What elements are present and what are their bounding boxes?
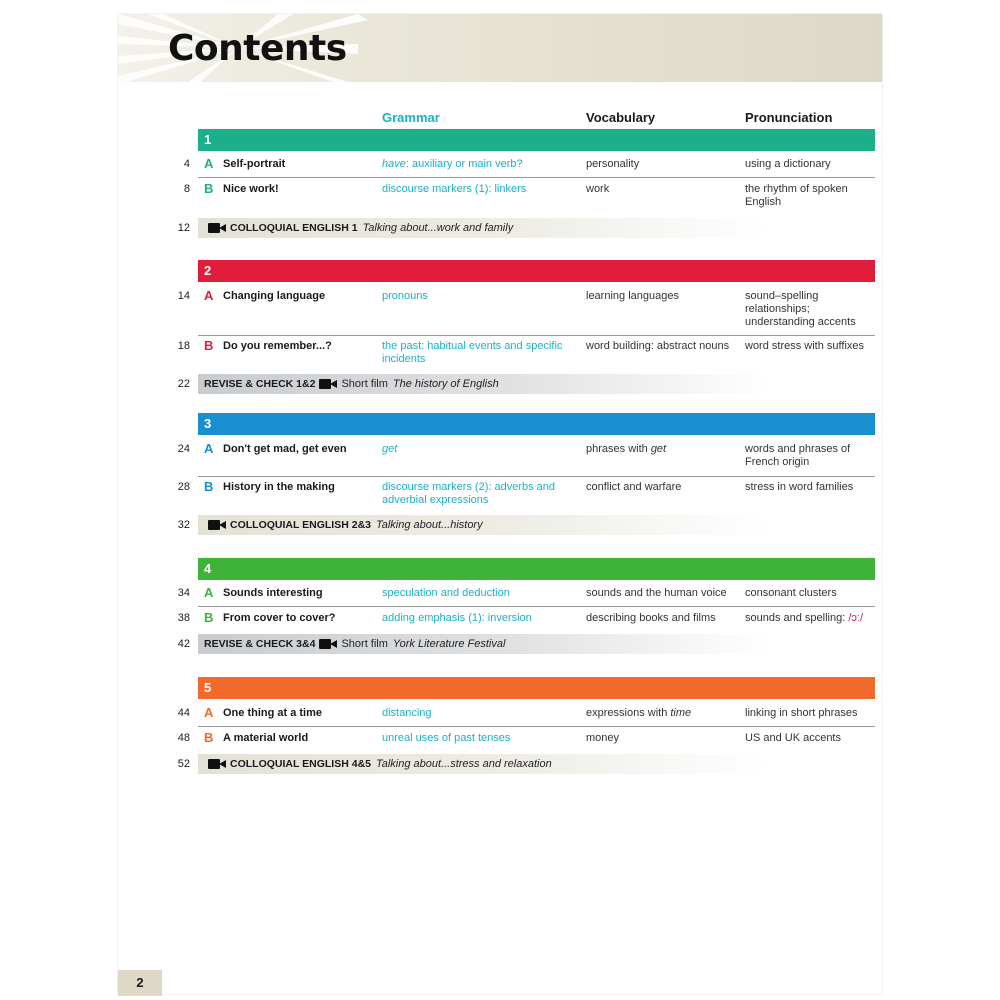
lesson-vocabulary: money — [586, 732, 620, 744]
unit-bar-5 — [198, 677, 875, 699]
lesson-title: Self-portrait — [223, 158, 286, 170]
unit-bar-2 — [198, 260, 875, 282]
page-ref: 4 — [183, 158, 190, 170]
lesson-letter: A — [204, 441, 214, 456]
column-header-vocabulary: Vocabulary — [586, 110, 656, 125]
page-ref: 22 — [177, 378, 190, 390]
strip-subtitle: Talking about...history — [376, 519, 483, 531]
page-ref: 44 — [177, 707, 190, 719]
colloquial-english-strip[interactable] — [198, 218, 768, 238]
page-ref: 18 — [177, 340, 190, 352]
page-ref: 24 — [177, 443, 190, 455]
page-ref: 32 — [177, 519, 190, 531]
row-divider — [198, 476, 875, 477]
lesson-vocabulary: work — [586, 183, 610, 195]
lesson-letter: B — [204, 479, 214, 494]
page-ref: 28 — [177, 481, 190, 493]
lesson-vocabulary: word building: abstract nouns — [586, 340, 730, 352]
lesson-pronunciation: using a dictionary — [745, 158, 831, 170]
lesson-vocabulary: conflict and warfare — [586, 481, 682, 493]
page-ref: 12 — [177, 222, 190, 234]
page-ref: 52 — [177, 758, 190, 770]
video-camera-icon — [208, 520, 226, 530]
unit-bar-3 — [198, 413, 875, 435]
lesson-grammar: the past: habitual events and specific incidents — [382, 340, 563, 365]
unit-number: 5 — [204, 680, 212, 695]
lesson-letter: B — [204, 610, 214, 625]
lesson-vocabulary: describing books and films — [586, 612, 716, 624]
video-camera-icon — [208, 223, 226, 233]
strip-subtitle: Talking about...work and family — [362, 222, 514, 234]
strip-subtitle: Talking about...stress and relaxation — [376, 758, 552, 770]
row-divider — [198, 177, 875, 178]
lesson-grammar: speculation and deduction — [382, 587, 510, 599]
page-ref: 14 — [177, 290, 190, 302]
lesson-title: A material world — [223, 732, 309, 744]
lesson-title: History in the making — [223, 481, 335, 493]
lesson-title: From cover to cover? — [223, 612, 336, 624]
page-number: 2 — [118, 970, 162, 996]
video-camera-icon — [319, 639, 337, 649]
strip-subtitle: York Literature Festival — [392, 638, 506, 650]
strip-label: REVISE & CHECK 3&4 — [204, 638, 316, 650]
lesson-letter: B — [204, 730, 214, 745]
strip-label: COLLOQUIAL ENGLISH 1 — [230, 222, 358, 234]
video-camera-icon — [319, 379, 337, 389]
lesson-vocabulary: sounds and the human voice — [586, 587, 727, 599]
page-ref: 48 — [177, 732, 190, 744]
strip-subtitle: The history of English — [392, 378, 499, 390]
lesson-grammar: distancing — [382, 707, 432, 719]
lesson-title: Changing language — [223, 290, 326, 302]
lesson-title: Sounds interesting — [223, 587, 323, 599]
page-title: Contents — [168, 28, 347, 69]
lesson-vocabulary: expressions with time — [586, 707, 692, 719]
lesson-title: Don't get mad, get even — [223, 443, 347, 455]
lesson-letter: A — [204, 585, 214, 600]
lesson-letter: A — [204, 705, 214, 720]
lesson-grammar: discourse markers (1): linkers — [382, 183, 527, 195]
lesson-pronunciation: sound–spelling relationships; understanding accents — [745, 290, 856, 328]
lesson-pronunciation: the rhythm of spoken English — [745, 183, 848, 208]
row-divider — [198, 335, 875, 336]
lesson-pronunciation: sounds and spelling: /ɔː/ — [745, 612, 864, 624]
lesson-pronunciation: US and UK accents — [745, 732, 841, 744]
page-ref: 38 — [177, 612, 190, 624]
lesson-grammar: get — [382, 443, 398, 455]
page-ref: 42 — [177, 638, 190, 650]
colloquial-english-strip[interactable] — [198, 754, 768, 774]
unit-bar-1 — [198, 129, 875, 151]
video-camera-icon — [208, 759, 226, 769]
colloquial-english-strip[interactable] — [198, 515, 768, 535]
lesson-grammar: have: auxiliary or main verb? — [382, 158, 523, 170]
strip-label: COLLOQUIAL ENGLISH 4&5 — [230, 758, 371, 770]
lesson-title: Nice work! — [223, 183, 279, 195]
contents-banner — [118, 14, 882, 82]
strip-film-label: Short film — [341, 638, 388, 650]
page-ref: 8 — [183, 183, 190, 195]
column-header-pronunciation: Pronunciation — [745, 110, 833, 125]
lesson-pronunciation: linking in short phrases — [745, 707, 858, 719]
lesson-title: Do you remember...? — [223, 340, 332, 352]
lesson-title: One thing at a time — [223, 707, 323, 719]
lesson-vocabulary: phrases with get — [586, 443, 667, 455]
page-ref: 34 — [177, 587, 190, 599]
lesson-letter: B — [204, 181, 214, 196]
lesson-pronunciation: stress in word families — [745, 481, 854, 493]
unit-number: 3 — [204, 416, 212, 431]
lesson-pronunciation: word stress with suffixes — [745, 340, 865, 352]
lesson-grammar: discourse markers (2): adverbs and adverbial expressions — [382, 481, 556, 506]
lesson-vocabulary: learning languages — [586, 290, 679, 302]
unit-number: 2 — [204, 263, 212, 278]
phonetic-symbol: /ɔː/ — [848, 612, 864, 624]
revise-check-strip[interactable] — [198, 634, 768, 654]
lesson-letter: B — [204, 338, 214, 353]
lesson-pronunciation: words and phrases of French origin — [745, 443, 851, 468]
unit-number: 4 — [204, 561, 212, 576]
lesson-grammar: pronouns — [382, 290, 428, 302]
lesson-letter: A — [204, 288, 214, 303]
column-header-grammar: Grammar — [382, 110, 440, 125]
revise-check-strip[interactable] — [198, 374, 768, 394]
unit-bar-4 — [198, 558, 875, 580]
lesson-grammar: adding emphasis (1): inversion — [382, 612, 532, 624]
strip-label: COLLOQUIAL ENGLISH 2&3 — [230, 519, 371, 531]
strip-film-label: Short film — [341, 378, 388, 390]
strip-label: REVISE & CHECK 1&2 — [204, 378, 316, 390]
lesson-letter: A — [204, 156, 214, 171]
unit-number: 1 — [204, 132, 212, 147]
lesson-grammar: unreal uses of past tenses — [382, 732, 511, 744]
row-divider — [198, 726, 875, 727]
lesson-pronunciation: consonant clusters — [745, 587, 837, 599]
lesson-vocabulary: personality — [586, 158, 640, 170]
row-divider — [198, 606, 875, 607]
